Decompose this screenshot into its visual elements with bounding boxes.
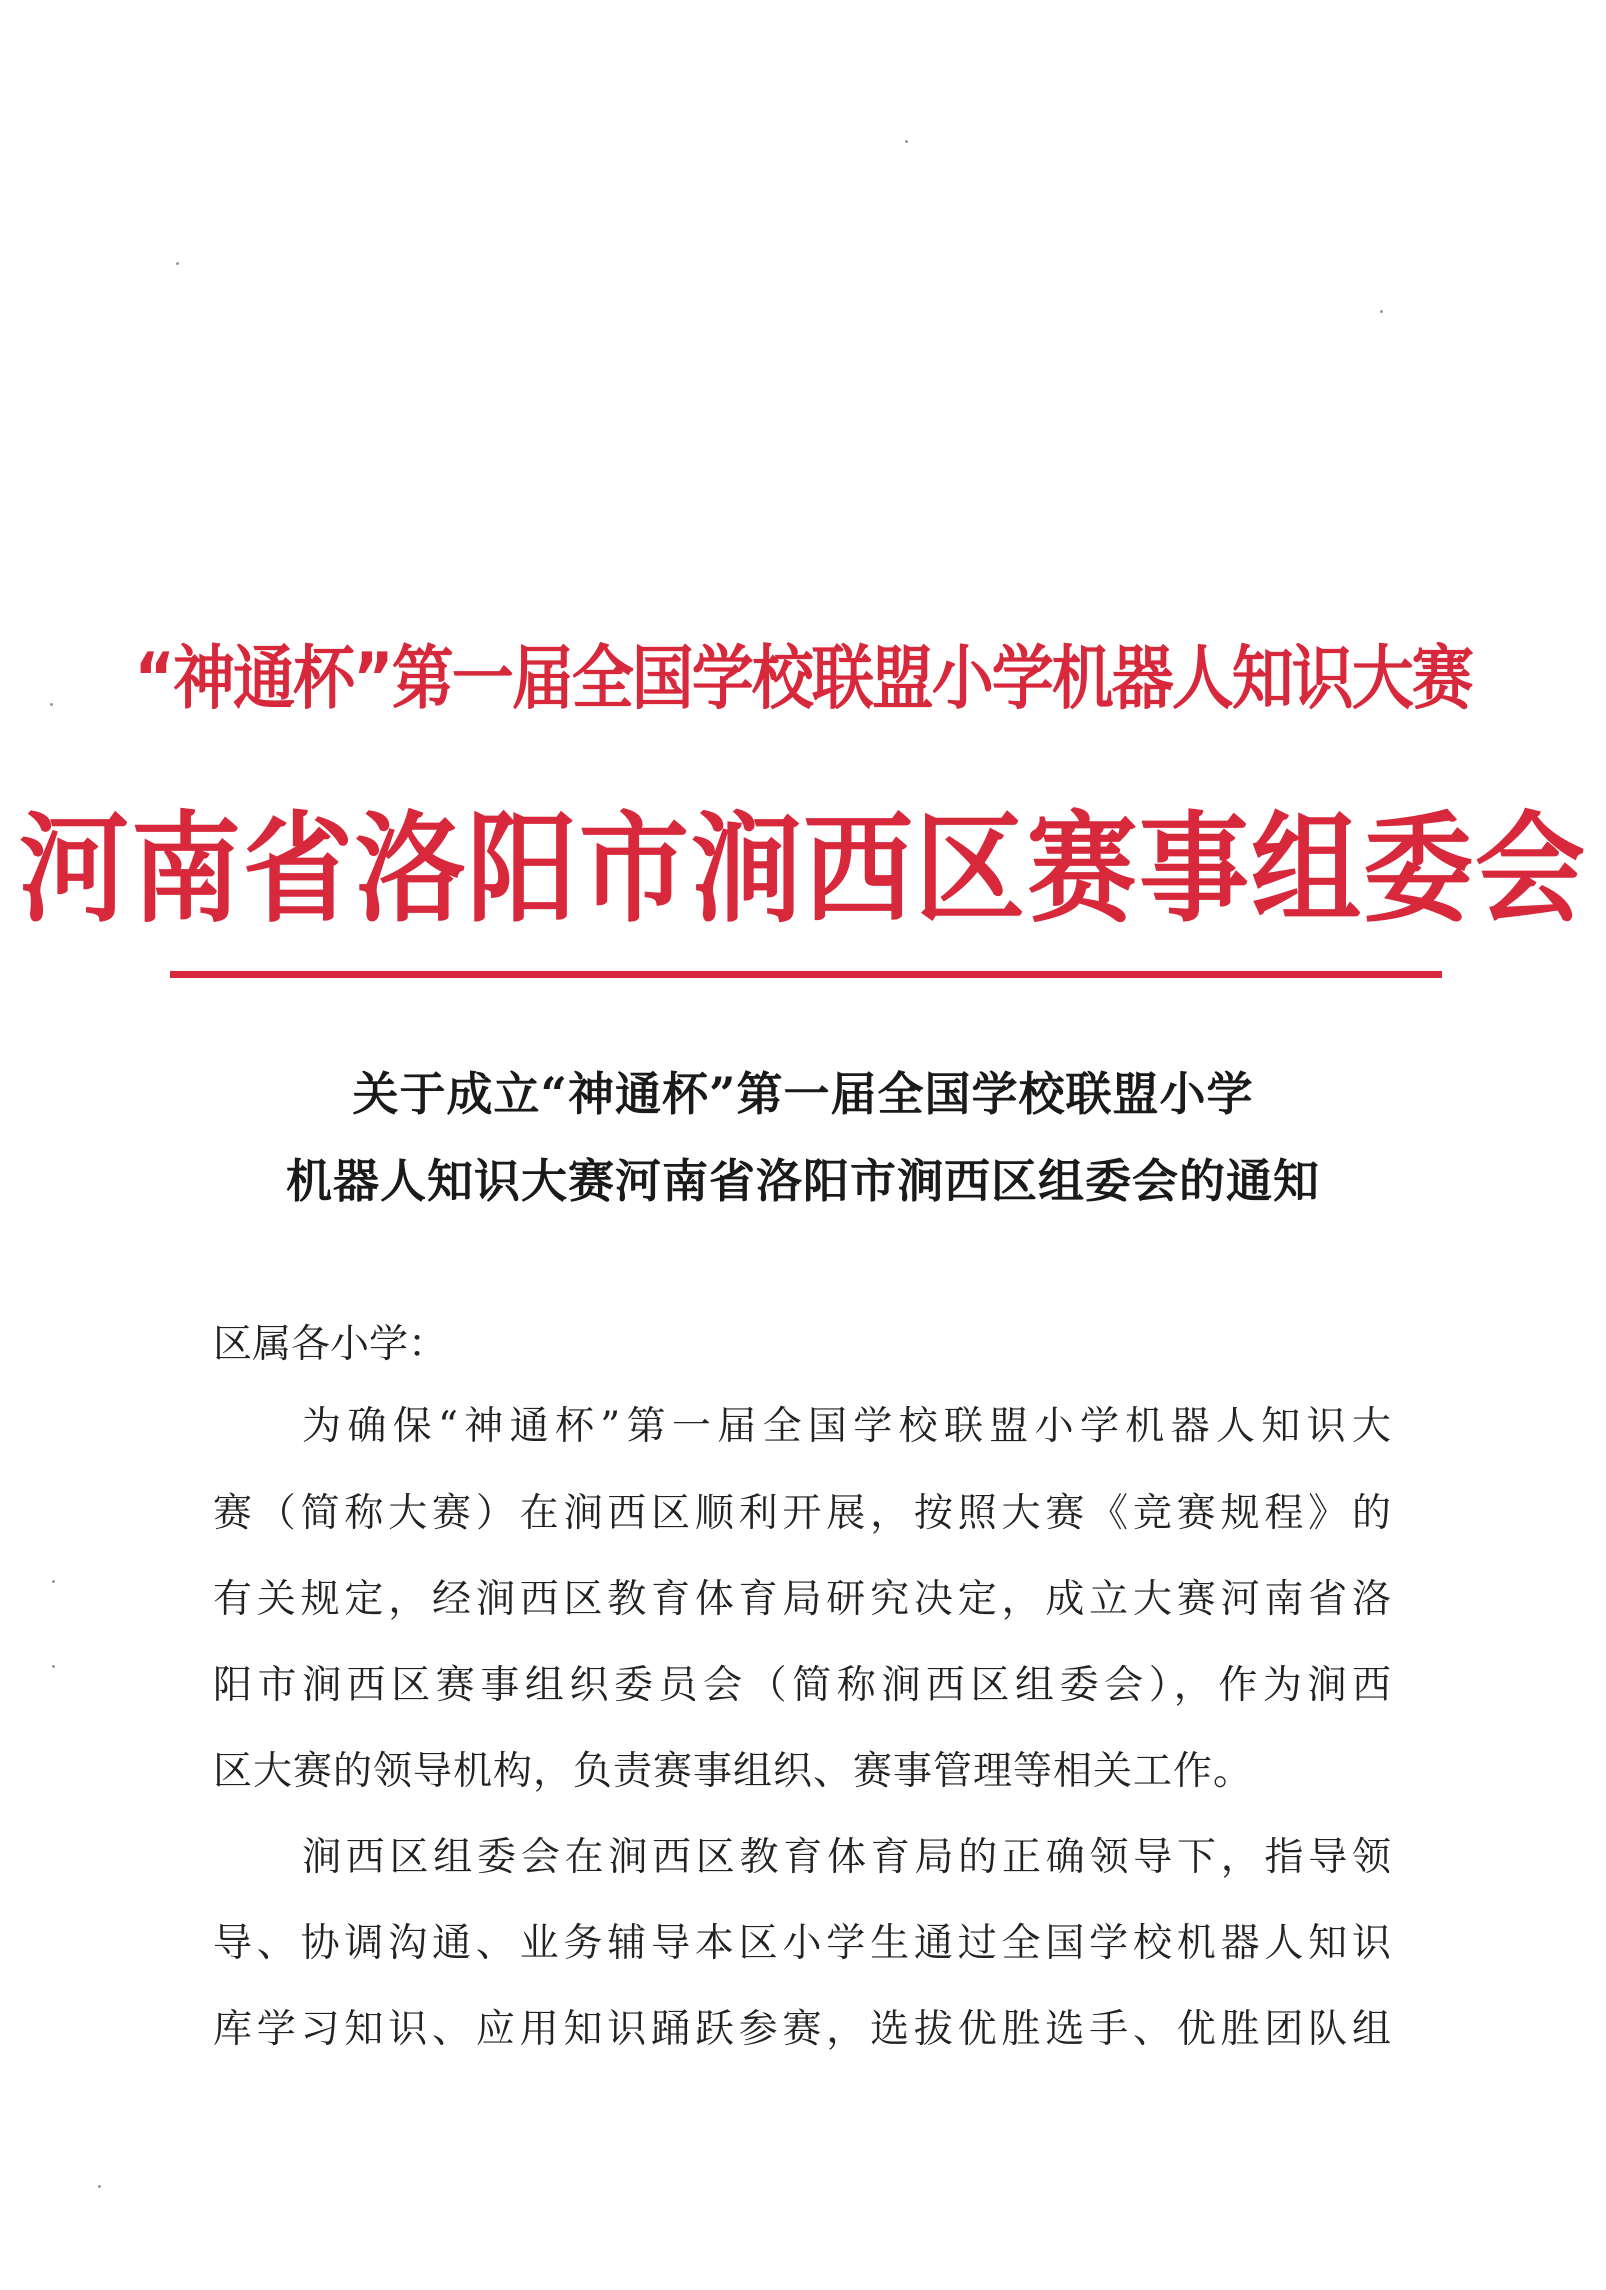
paragraph-1-line-1: 为确保“神通杯”第一届全国学校联盟小学机器人知识大 bbox=[302, 1404, 1392, 1449]
scan-speck bbox=[52, 1665, 55, 1668]
document-title-line-2: 机器人知识大赛河南省洛阳市涧西区组委会的通知 bbox=[286, 1154, 1320, 1208]
letterhead-competition-name: “神通杯”第一届全国学校联盟小学机器人知识大赛 bbox=[134, 637, 1472, 719]
document-title-line-1: 关于成立“神通杯”第一届全国学校联盟小学 bbox=[352, 1067, 1254, 1121]
scan-speck bbox=[905, 140, 908, 143]
paragraph-1-line-5: 区大赛的领导机构，负责赛事组织、赛事管理等相关工作。 bbox=[213, 1749, 1254, 1794]
letterhead-red-divider bbox=[170, 971, 1442, 978]
scan-speck bbox=[1380, 310, 1383, 313]
scan-speck bbox=[50, 703, 53, 706]
scan-speck bbox=[98, 2185, 101, 2188]
salutation: 区属各小学： bbox=[213, 1322, 448, 1367]
paragraph-1-line-2: 赛（简称大赛）在涧西区顺利开展，按照大赛《竞赛规程》的 bbox=[213, 1491, 1392, 1536]
paragraph-2-line-2: 导、协调沟通、业务辅导本区小学生通过全国学校机器人知识 bbox=[213, 1921, 1392, 1966]
paragraph-1-line-4: 阳市涧西区赛事组织委员会（简称涧西区组委会），作为涧西 bbox=[213, 1663, 1392, 1708]
paragraph-2-line-3: 库学习知识、应用知识踊跃参赛，选拔优胜选手、优胜团队组 bbox=[213, 2007, 1392, 2052]
scan-speck bbox=[52, 1580, 55, 1583]
letterhead-committee-name: 河南省洛阳市涧西区赛事组委会 bbox=[19, 799, 1587, 938]
paragraph-2-line-1: 涧西区组委会在涧西区教育体育局的正确领导下，指导领 bbox=[302, 1835, 1392, 1880]
paragraph-1-line-3: 有关规定，经涧西区教育体育局研究决定，成立大赛河南省洛 bbox=[213, 1577, 1392, 1622]
scan-speck bbox=[176, 262, 179, 265]
